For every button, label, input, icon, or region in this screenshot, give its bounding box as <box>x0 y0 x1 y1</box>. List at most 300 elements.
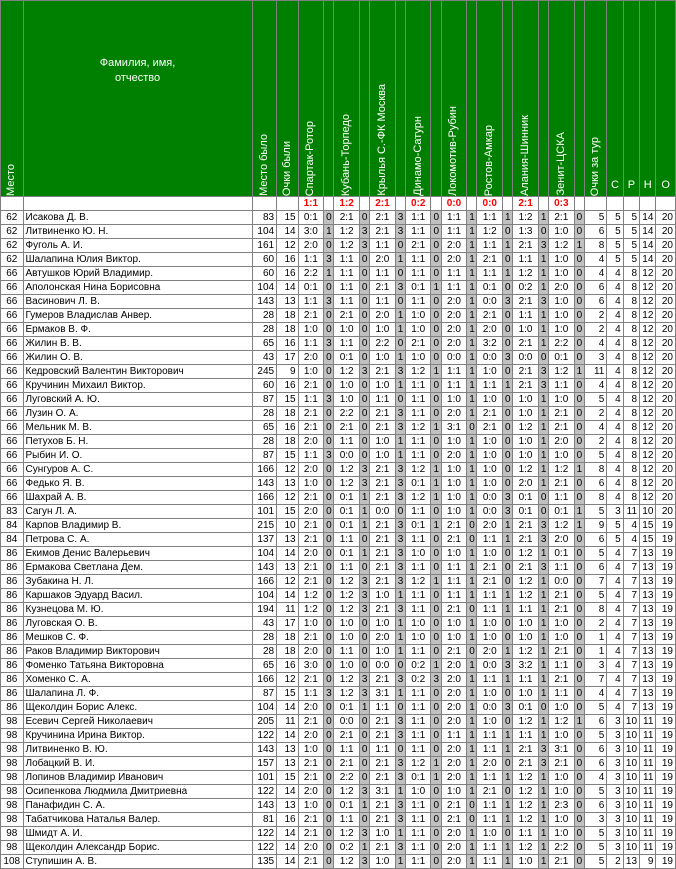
cell-prediction: 0:0 <box>334 715 360 729</box>
cell-o: 19 <box>656 589 676 603</box>
cell-place-was: 60 <box>252 253 277 267</box>
cell-prediction: 0:1 <box>405 771 431 785</box>
cell-tour-points: 5 <box>584 393 607 407</box>
cell-place: 66 <box>1 309 24 323</box>
cell-prediction: 2:1 <box>298 827 324 841</box>
cell-bonus: 0 <box>324 365 334 379</box>
cell-bonus: 1 <box>538 785 548 799</box>
cell-bonus: 0 <box>359 379 369 393</box>
cell-prediction: 1:1 <box>405 603 431 617</box>
cell-r: 8 <box>623 393 639 407</box>
cell-o: 20 <box>656 449 676 463</box>
cell-prediction: 1:0 <box>298 365 324 379</box>
cell-bonus: 0 <box>503 435 513 449</box>
cell-prediction: 1:1 <box>405 701 431 715</box>
cell-bonus: 0 <box>359 631 369 645</box>
cell-bonus: 0 <box>359 421 369 435</box>
cell-bonus: 0 <box>431 561 441 575</box>
cell-tour-points: 3 <box>584 659 607 673</box>
cell-prediction: 2:1 <box>477 575 503 589</box>
cell-place: 98 <box>1 827 24 841</box>
cell-s: 4 <box>607 449 623 463</box>
cell-s: 3 <box>607 827 623 841</box>
cell-bonus: 0 <box>467 813 477 827</box>
cell-prediction: 1:1 <box>549 561 575 575</box>
cell-r: 10 <box>623 743 639 757</box>
cell-prediction: 2:1 <box>441 799 467 813</box>
cell-prediction: 1:0 <box>513 631 539 645</box>
cell-prediction: 1:0 <box>549 309 575 323</box>
cell-bonus: 0 <box>574 575 584 589</box>
cell-prediction: 1:2 <box>513 421 539 435</box>
cell-bonus: 0 <box>431 855 441 869</box>
cell-s: 3 <box>607 813 623 827</box>
cell-n: 9 <box>640 855 656 869</box>
cell-prediction: 1:1 <box>441 379 467 393</box>
cell-prediction: 1:2 <box>298 603 324 617</box>
cell-bonus: 0 <box>324 463 334 477</box>
cell-place-was: 28 <box>252 631 277 645</box>
cell-prediction: 2:1 <box>370 533 396 547</box>
cell-prediction: 1:1 <box>405 267 431 281</box>
cell-tour-points: 5 <box>584 701 607 715</box>
cell-bonus: 0 <box>324 561 334 575</box>
cell-bonus: 0 <box>359 533 369 547</box>
cell-bonus: 0 <box>574 729 584 743</box>
cell-prediction: 2:1 <box>549 407 575 421</box>
cell-prediction: 2:0 <box>298 729 324 743</box>
cell-name: Кедровский Валентин Викторович <box>23 365 252 379</box>
cell-tour-points: 8 <box>584 239 607 253</box>
cell-prediction: 2:0 <box>441 855 467 869</box>
cell-bonus: 0 <box>359 715 369 729</box>
cell-s: 3 <box>607 799 623 813</box>
cell-bonus: 1 <box>538 631 548 645</box>
cell-bonus: 0 <box>503 561 513 575</box>
cell-name: Сагун Л. А. <box>23 505 252 519</box>
cell-points-were: 14 <box>277 701 298 715</box>
cell-prediction: 0:1 <box>334 519 360 533</box>
cell-prediction: 2:1 <box>513 239 539 253</box>
cell-bonus: 3 <box>359 463 369 477</box>
cell-bonus: 1 <box>574 463 584 477</box>
cell-bonus: 1 <box>467 463 477 477</box>
cell-prediction: 2:0 <box>441 827 467 841</box>
cell-prediction: 2:1 <box>477 561 503 575</box>
cell-name: Кузнецова М. Ю. <box>23 603 252 617</box>
cell-bonus: 1 <box>431 519 441 533</box>
cell-prediction: 1:0 <box>477 477 503 491</box>
cell-prediction: 0:1 <box>334 351 360 365</box>
cell-place: 86 <box>1 561 24 575</box>
cell-tour-points: 5 <box>584 729 607 743</box>
cell-bonus: 0 <box>574 673 584 687</box>
cell-prediction: 1:2 <box>334 575 360 589</box>
cell-prediction: 1:1 <box>477 841 503 855</box>
cell-bonus: 3 <box>395 547 405 561</box>
cell-points-were: 18 <box>277 407 298 421</box>
cell-bonus: 1 <box>538 729 548 743</box>
cell-bonus: 0 <box>359 393 369 407</box>
result-match-2: 1:2 <box>334 197 360 211</box>
cell-bonus: 1 <box>467 701 477 715</box>
cell-prediction: 2:0 <box>441 743 467 757</box>
cell-prediction: 1:1 <box>334 435 360 449</box>
cell-n: 14 <box>640 225 656 239</box>
cell-bonus: 0 <box>574 785 584 799</box>
cell-prediction: 1:2 <box>334 589 360 603</box>
cell-place-was: 101 <box>252 505 277 519</box>
cell-prediction: 2:2 <box>549 841 575 855</box>
cell-prediction: 1:2 <box>334 673 360 687</box>
cell-prediction: 1:2 <box>513 267 539 281</box>
cell-bonus: 1 <box>467 855 477 869</box>
table-row <box>1 519 676 533</box>
cell-prediction: 2:0 <box>441 841 467 855</box>
cell-bonus: 0 <box>574 351 584 365</box>
cell-bonus: 0 <box>503 337 513 351</box>
cell-bonus: 3 <box>359 687 369 701</box>
cell-r: 8 <box>623 407 639 421</box>
cell-prediction: 1:1 <box>477 813 503 827</box>
cell-s: 4 <box>607 645 623 659</box>
cell-tour-points: 5 <box>584 547 607 561</box>
cell-tour-points: 8 <box>584 491 607 505</box>
cell-n: 12 <box>640 379 656 393</box>
cell-bonus: 0 <box>574 743 584 757</box>
cell-o: 20 <box>656 477 676 491</box>
cell-name: Литвиненко Ю. Н. <box>23 225 252 239</box>
cell-tour-points: 5 <box>584 827 607 841</box>
cell-prediction: 2:1 <box>298 561 324 575</box>
cell-bonus: 1 <box>467 365 477 379</box>
cell-bonus: 1 <box>467 337 477 351</box>
table-row <box>1 743 676 757</box>
cell-place: 86 <box>1 547 24 561</box>
cell-n: 13 <box>640 589 656 603</box>
cell-prediction: 2:1 <box>298 407 324 421</box>
cell-n: 12 <box>640 477 656 491</box>
result-match-4: 0:2 <box>405 197 431 211</box>
cell-o: 20 <box>656 407 676 421</box>
cell-prediction: 0:1 <box>298 211 324 225</box>
cell-prediction: 2:0 <box>477 519 503 533</box>
cell-bonus: 0 <box>324 855 334 869</box>
cell-prediction: 1:1 <box>513 827 539 841</box>
cell-bonus: 0 <box>359 281 369 295</box>
cell-prediction: 2:2 <box>298 267 324 281</box>
cell-bonus: 1 <box>538 813 548 827</box>
cell-bonus: 3 <box>538 239 548 253</box>
cell-prediction: 2:0 <box>441 673 467 687</box>
cell-prediction: 1:2 <box>549 519 575 533</box>
cell-points-were: 11 <box>277 603 298 617</box>
cell-prediction: 1:1 <box>513 673 539 687</box>
cell-prediction: 1:0 <box>477 631 503 645</box>
cell-bonus: 0 <box>574 799 584 813</box>
cell-bonus: 0 <box>431 225 441 239</box>
cell-prediction: 1:2 <box>334 477 360 491</box>
cell-place: 66 <box>1 477 24 491</box>
cell-place-was: 83 <box>252 211 277 225</box>
cell-r: 4 <box>623 519 639 533</box>
cell-points-were: 17 <box>277 351 298 365</box>
cell-place-was: 205 <box>252 715 277 729</box>
cell-s: 4 <box>607 323 623 337</box>
cell-bonus: 1 <box>359 491 369 505</box>
cell-bonus: 3 <box>359 673 369 687</box>
table-row <box>1 491 676 505</box>
cell-prediction: 1:1 <box>405 729 431 743</box>
cell-prediction: 2:1 <box>549 603 575 617</box>
cell-prediction: 2:1 <box>513 743 539 757</box>
cell-place-was: 60 <box>252 379 277 393</box>
cell-o: 19 <box>656 533 676 547</box>
cell-bonus: 0 <box>359 617 369 631</box>
cell-prediction: 1:0 <box>513 617 539 631</box>
cell-place: 98 <box>1 771 24 785</box>
cell-bonus: 3 <box>503 295 513 309</box>
cell-prediction: 1:2 <box>298 589 324 603</box>
cell-bonus: 0 <box>359 561 369 575</box>
cell-place: 66 <box>1 463 24 477</box>
cell-name: Жилин В. В. <box>23 337 252 351</box>
cell-s: 4 <box>607 701 623 715</box>
table-row <box>1 659 676 673</box>
cell-bonus: 0 <box>574 603 584 617</box>
cell-bonus: 1 <box>467 687 477 701</box>
cell-prediction: 2:1 <box>513 295 539 309</box>
cell-prediction: 1:1 <box>477 855 503 869</box>
col-points-were-header: Очки были <box>277 1 298 197</box>
cell-o: 19 <box>656 659 676 673</box>
cell-prediction: 2:0 <box>549 435 575 449</box>
cell-prediction: 0:1 <box>513 505 539 519</box>
cell-place-was: 81 <box>252 813 277 827</box>
table-row <box>1 239 676 253</box>
cell-bonus: 3 <box>538 295 548 309</box>
cell-n: 12 <box>640 449 656 463</box>
cell-n: 11 <box>640 729 656 743</box>
cell-name: Шахрай А. В. <box>23 491 252 505</box>
cell-bonus: 0 <box>503 407 513 421</box>
cell-place: 98 <box>1 785 24 799</box>
cell-bonus: 1 <box>503 729 513 743</box>
cell-prediction: 2:0 <box>298 435 324 449</box>
cell-bonus: 1 <box>359 701 369 715</box>
cell-bonus: 0 <box>324 729 334 743</box>
cell-bonus: 0 <box>431 211 441 225</box>
cell-r: 5 <box>623 225 639 239</box>
cell-place: 66 <box>1 337 24 351</box>
cell-bonus: 0 <box>359 771 369 785</box>
cell-prediction: 2:1 <box>370 575 396 589</box>
cell-prediction: 1:1 <box>513 603 539 617</box>
cell-prediction: 1:0 <box>405 617 431 631</box>
cell-place: 66 <box>1 491 24 505</box>
cell-prediction: 2:1 <box>370 813 396 827</box>
cell-bonus: 0 <box>324 239 334 253</box>
cell-prediction: 2:2 <box>370 337 396 351</box>
cell-s: 4 <box>607 603 623 617</box>
cell-bonus: 1 <box>467 631 477 645</box>
cell-name: Хоменко С. А. <box>23 673 252 687</box>
cell-bonus: 0 <box>431 323 441 337</box>
cell-s: 5 <box>607 253 623 267</box>
cell-name: Петухов Б. Н. <box>23 435 252 449</box>
cell-tour-points: 2 <box>584 323 607 337</box>
cell-place: 84 <box>1 519 24 533</box>
cell-s: 3 <box>607 729 623 743</box>
cell-prediction: 2:1 <box>370 841 396 855</box>
cell-prediction: 1:0 <box>441 463 467 477</box>
cell-prediction: 2:1 <box>298 379 324 393</box>
cell-n: 11 <box>640 841 656 855</box>
cell-prediction: 0:1 <box>298 281 324 295</box>
cell-bonus: 0 <box>324 407 334 421</box>
cell-bonus: 1 <box>503 813 513 827</box>
cell-prediction: 1:1 <box>513 253 539 267</box>
cell-prediction: 2:0 <box>477 323 503 337</box>
cell-prediction: 2:1 <box>370 407 396 421</box>
cell-prediction: 1:1 <box>477 673 503 687</box>
cell-n: 12 <box>640 295 656 309</box>
cell-prediction: 2:0 <box>549 533 575 547</box>
cell-prediction: 1:2 <box>513 799 539 813</box>
cell-prediction: 1:2 <box>513 785 539 799</box>
cell-prediction: 1:1 <box>405 533 431 547</box>
cell-r: 8 <box>623 323 639 337</box>
cell-bonus: 0 <box>467 519 477 533</box>
cell-bonus: 3 <box>431 673 441 687</box>
table-row <box>1 589 676 603</box>
cell-prediction: 1:1 <box>549 491 575 505</box>
cell-bonus: 3 <box>503 701 513 715</box>
cell-prediction: 0:1 <box>477 281 503 295</box>
cell-prediction: 1:1 <box>334 743 360 757</box>
cell-s: 3 <box>607 715 623 729</box>
cell-bonus: 0 <box>574 253 584 267</box>
cell-bonus: 0 <box>359 743 369 757</box>
cell-bonus: 0 <box>574 771 584 785</box>
cell-place: 66 <box>1 449 24 463</box>
cell-bonus: 1 <box>467 449 477 463</box>
cell-bonus: 1 <box>503 239 513 253</box>
cell-prediction: 1:0 <box>405 323 431 337</box>
cell-r: 7 <box>623 701 639 715</box>
cell-n: 15 <box>640 519 656 533</box>
cell-bonus: 0 <box>324 645 334 659</box>
cell-bonus: 3 <box>395 211 405 225</box>
cell-bonus: 0 <box>574 435 584 449</box>
cell-n: 10 <box>640 505 656 519</box>
cell-prediction: 2:1 <box>513 533 539 547</box>
cell-prediction: 2:1 <box>298 715 324 729</box>
cell-place-was: 122 <box>252 841 277 855</box>
cell-o: 19 <box>656 715 676 729</box>
cell-bonus: 0 <box>538 351 548 365</box>
cell-points-were: 15 <box>277 771 298 785</box>
cell-prediction: 3:1 <box>370 785 396 799</box>
cell-place-was: 65 <box>252 337 277 351</box>
cell-points-were: 18 <box>277 309 298 323</box>
cell-tour-points: 8 <box>584 463 607 477</box>
cell-bonus: 0 <box>467 645 477 659</box>
cell-name: Лузин О. А. <box>23 407 252 421</box>
cell-bonus: 1 <box>431 771 441 785</box>
cell-prediction: 2:1 <box>370 519 396 533</box>
cell-bonus: 1 <box>574 505 584 519</box>
cell-prediction: 1:1 <box>477 729 503 743</box>
cell-place-was: 194 <box>252 603 277 617</box>
cell-bonus: 0 <box>359 435 369 449</box>
cell-bonus: 1 <box>503 379 513 393</box>
cell-bonus: 0 <box>395 295 405 309</box>
cell-prediction: 0:0 <box>513 351 539 365</box>
cell-prediction: 1:1 <box>298 449 324 463</box>
cell-r: 8 <box>623 477 639 491</box>
cell-prediction: 2:1 <box>334 211 360 225</box>
cell-o: 20 <box>656 211 676 225</box>
cell-r: 13 <box>623 855 639 869</box>
cell-bonus: 3 <box>324 295 334 309</box>
cell-points-were: 14 <box>277 547 298 561</box>
cell-place-was: 157 <box>252 757 277 771</box>
cell-prediction: 0:1 <box>405 477 431 491</box>
cell-r: 10 <box>623 771 639 785</box>
cell-prediction: 1:1 <box>441 225 467 239</box>
cell-prediction: 1:0 <box>334 323 360 337</box>
cell-o: 19 <box>656 771 676 785</box>
cell-bonus: 0 <box>395 659 405 673</box>
cell-prediction: 1:0 <box>549 253 575 267</box>
cell-bonus: 0 <box>324 617 334 631</box>
cell-o: 20 <box>656 295 676 309</box>
cell-prediction: 2:0 <box>298 239 324 253</box>
cell-o: 19 <box>656 687 676 701</box>
cell-points-were: 10 <box>277 519 298 533</box>
cell-r: 7 <box>623 631 639 645</box>
cell-points-were: 13 <box>277 799 298 813</box>
col-place-header: Место <box>1 1 24 197</box>
cell-points-were: 16 <box>277 379 298 393</box>
cell-bonus: 3 <box>324 393 334 407</box>
table-row <box>1 225 676 239</box>
cell-prediction: 0:0 <box>370 659 396 673</box>
cell-n: 12 <box>640 323 656 337</box>
cell-bonus: 0 <box>574 589 584 603</box>
cell-bonus: 0 <box>574 281 584 295</box>
cell-bonus: 1 <box>467 211 477 225</box>
cell-prediction: 1:0 <box>513 393 539 407</box>
cell-prediction: 2:0 <box>513 477 539 491</box>
cell-tour-points: 3 <box>584 813 607 827</box>
cell-bonus: 1 <box>538 715 548 729</box>
cell-prediction: 1:2 <box>334 687 360 701</box>
cell-s: 5 <box>607 533 623 547</box>
cell-bonus: 0 <box>431 267 441 281</box>
table-row <box>1 561 676 575</box>
cell-prediction: 0:1 <box>334 505 360 519</box>
cell-bonus: 0 <box>503 575 513 589</box>
cell-prediction: 1:0 <box>298 799 324 813</box>
cell-prediction: 2:1 <box>441 519 467 533</box>
cell-bonus: 0 <box>395 505 405 519</box>
cell-o: 19 <box>656 603 676 617</box>
cell-prediction: 1:0 <box>477 715 503 729</box>
cell-bonus: 3 <box>395 673 405 687</box>
table-row <box>1 435 676 449</box>
